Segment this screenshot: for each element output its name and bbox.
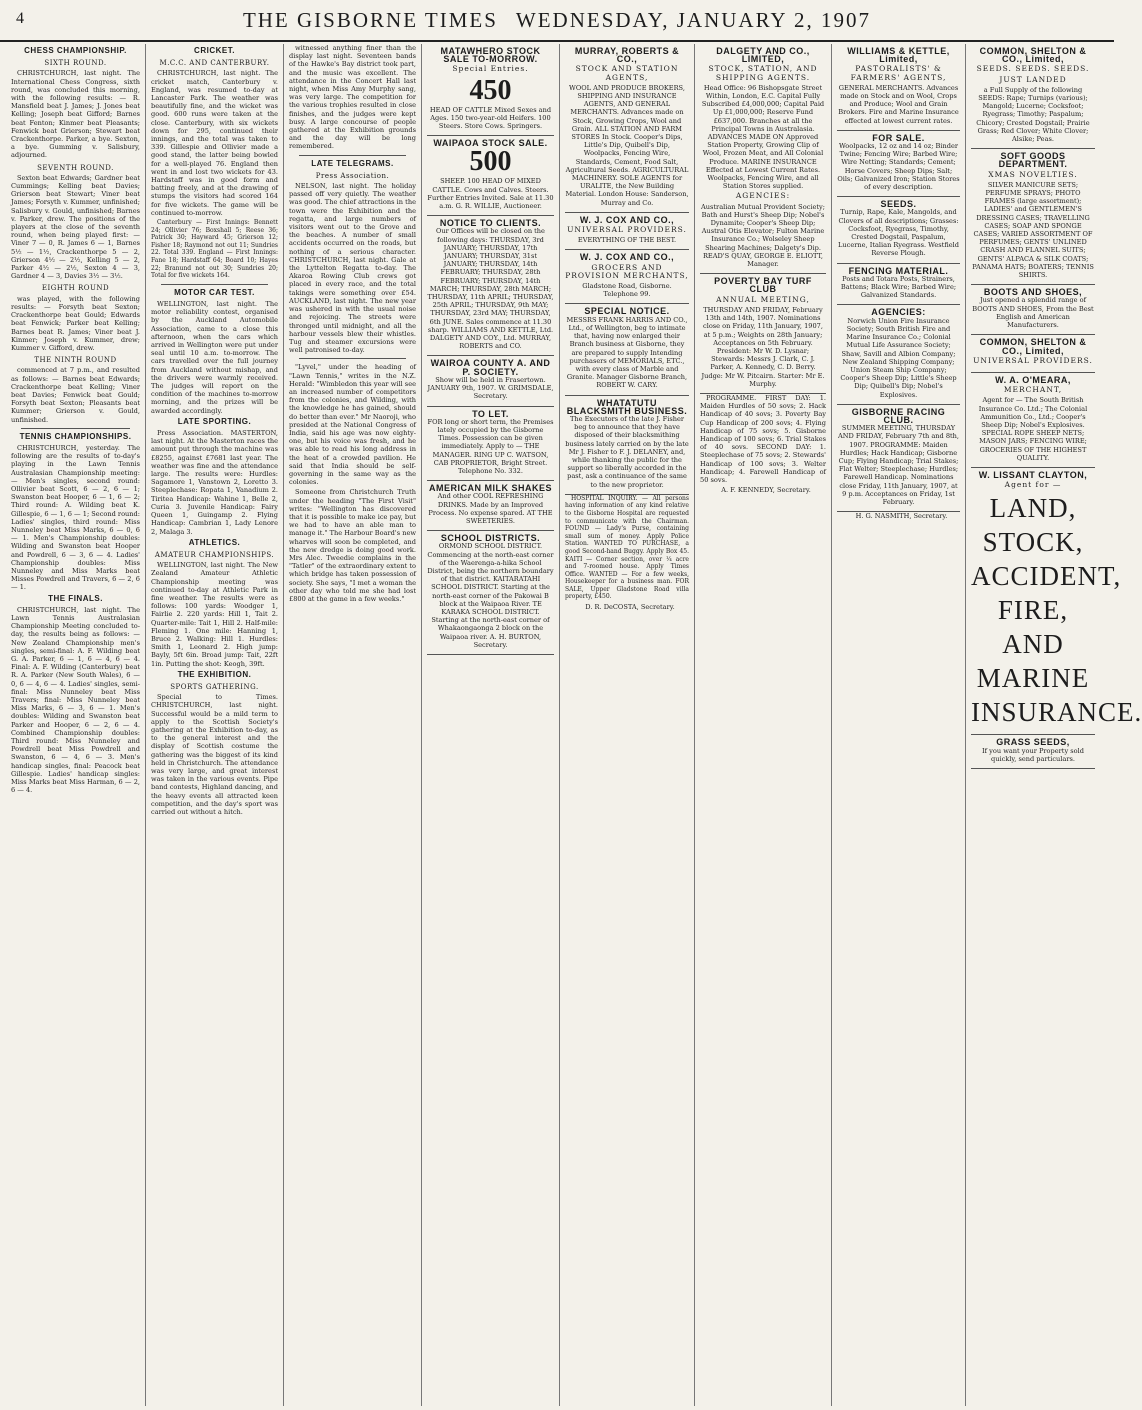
turf-club-line: ANNUAL MEETING, <box>716 294 810 304</box>
school-districts-heading: SCHOOL DISTRICTS. <box>440 533 541 544</box>
williams-kettle-line: PASTORALISTS' & FARMERS' AGENTS, <box>850 64 947 82</box>
for-sale-heading: FOR SALE. <box>872 132 925 143</box>
seeds-list: a Full Supply of the following SEEDS: Rape; Turnips (various); Mangold; Lucerne; Cocksfoot; Ryegrass; Timothy; Paspalum; Chicory; Crested Dogstail; Prairie Grass; Red Clover; White Clover; Alsike; Peas. <box>976 85 1090 144</box>
wairoa-show-ad <box>427 356 554 406</box>
insurance-fire: FIRE, AND <box>997 595 1069 660</box>
matawhero-heading: MATAWHERO STOCK SALE TO-MORROW. <box>440 46 541 65</box>
matawhero-sale-ad <box>427 44 554 136</box>
dalgety-line: STOCK, STATION, AND SHIPPING AGENTS. <box>708 64 818 82</box>
cox-grocers-line: GROCERS AND PROVISION MERCHANTS, <box>565 262 689 280</box>
cricket-heading: CRICKET. <box>194 46 235 55</box>
murray-roberts-line: STOCK AND STATION AGENTS, <box>575 64 679 82</box>
just-landed: JUST LANDED <box>999 74 1067 84</box>
divider <box>299 358 406 359</box>
matawhero-number: 450 <box>469 74 512 106</box>
clayton-line: Agent for — <box>1004 480 1062 490</box>
divider <box>21 428 130 429</box>
tennis-heading: TENNIS CHAMPIONSHIPS. <box>19 431 132 441</box>
blacksmith-text: The Executors of the late J. Fisher beg to announce that they have disposed of their blacksmithing business lately carried on by the late Mr J. Fisher to F. J. DELANEY, and, while thanking the public for the support so liberally accorded in the past, ask a continuance of the same to the new proprietor. <box>565 414 689 489</box>
chess-sixth-round: SIXTH ROUND. <box>44 59 107 68</box>
column-6 <box>695 44 832 1406</box>
boots-shoes-text: Just opened a splendid range of BOOTS AND SHOES, From the Best English and American Manufacturers. <box>972 296 1094 330</box>
dalgety-agencies-heading: AGENCIES: <box>735 191 791 201</box>
murray-roberts-ad <box>565 44 689 213</box>
matawhero-sub: Special Entries. <box>452 64 529 74</box>
agencies-heading: AGENCIES: <box>871 307 926 318</box>
fencing-ad <box>837 264 960 306</box>
soft-goods-ad <box>971 149 1095 285</box>
chess-eighth-text: was played, with the following results: — Forsyth beat Sexton; Crackenthorpe beat Gould; Edwards beat Fenwick; Parker beat Kelling; Barnes beat R. James; Viner beat J. Kinmer; Joseph v. Kummer, drew; Kummer v. Gifford, drew. <box>11 294 140 352</box>
waipaoa-sale-ad <box>427 136 554 216</box>
chess-eighth-round: EIGHTH ROUND <box>41 284 110 293</box>
murray-roberts-name: MURRAY, ROBERTS & CO., <box>574 46 680 65</box>
racing-club-heading: GISBORNE RACING CLUB. <box>851 406 946 425</box>
divider <box>299 155 406 156</box>
athletics-text: WELLINGTON, last night. The New Zealand Amateur Athletic Championship meeting was continued to-day at Athletic Park in fine weather. The results were as follows: 100 yards: Woodger 1, Fairlie 2. 220 yards: Hill 1, Tait 2. Quarter-mile: Tait 1, Hill 2. Half-mile: Fleming 1. One mile: Hanning 1, Bruce 2. Walking: Hill 1. Hurdles: Smith 1, Leonard 2. High jump: Bayly, 5ft 6in. Broad jump: Tait, 22ft 1in. Putting the shot: Keogh, 39ft. <box>151 561 278 668</box>
late-telegrams-text: NELSON, last night. The holiday passed off very quietly. The weather was good. The chief attractions in the town were the Exhibition and the regatta, and large numbers of visitors went out to the Grove and the beaches. A number of small accidents occurred on the roads, but nothing of a serious character. CHRISTCHURCH, last night. Gale at the Lyttelton Regatta to-day. The Akaroa Rowing Club crews got placed in every race, and the total takings were something over £54. AUCKLAND, last night. The new year was ushered in with the usual noise and rejoicing. The streets were thronged until midnight, and all the harbour vessels blew their whistles. Tug and steamer excursions were well patronised to-day. <box>289 182 416 355</box>
newspaper-title: THE GISBORNE TIMES <box>242 7 498 32</box>
dalgety-text: Head Office: 96 Bishopsgate Street Within, London, E.C. Capital Fully Subscribed £4,000,000; Capital Paid Up £1,000,000; Reserve Fund £637,000. Branches at all the Principal Towns in Australasia. ADVANCES MADE ON Approved Station Property, Growing Clip of Wool, Frozen Meat, and All Colonial Produce. MARINE INSURANCE Effected at Lowest Current Rates. Woolpacks, Fencing Wire, and all Station Stores supplied. <box>701 83 825 191</box>
universal-providers-ad <box>971 335 1095 373</box>
masthead <box>0 0 1114 42</box>
school-districts-text: ORMOND SCHOOL DISTRICT. Commencing at the north-east corner of the Waerenga-a-hika School District, being the northern boundary of that district. KAITARATAHI SCHOOL DISTRICT. Starting at the north-east corner of the Pakowai B block at the Waipaoa River. TE KARAKA SCHOOL DISTRICT. Starting at the north-east corner of Whakaongaonga 2 block on the Waipaoa river. A. H. BURTON, Secretary. <box>427 542 554 649</box>
chess-sixth-text: CHRISTCHURCH, last night. The International Chess Congress, sixth round, was concluded this morning, with the following results: — R. Mansfield beat J. James; J. Jones beat Kelling; Joseph beat Gifford; Barnes beat Fenton; Kinmer beat Pleasants; Fenwick beat Grierson; Stewart beat Crackenthorpe. Parker, a bye. Sexton, a bye. Gumming v. Salisbury, adjourned. <box>11 69 140 160</box>
boots-shoes-ad <box>971 285 1095 335</box>
turf-club-programme: PROGRAMME. FIRST DAY: 1. Maiden Hurdles of 50 sovs; 2. Hack Handicap of 40 sovs; 3. Poverty Bay Cup Handicap of 200 sovs; 4. Flying Handicap of 75 sovs; 5. Gisborne Handicap of 100 sovs; 6. Trial Stakes of 40 sovs. SECOND DAY: 1. Steeplechase of 75 sovs; 2. Stewards' Handicap of 100 sovs; 3. Welter Handicap; 4. Farewell Handicap of 50 sovs. <box>700 393 826 484</box>
milk-shakes-ad <box>427 481 554 531</box>
athletics-heading: ATHLETICS. <box>188 537 241 547</box>
cricket-text: CHRISTCHURCH, last night. The cricket match, Canterbury v. England, was resumed to-day at Lancaster Park. The weather was beautifully fine, and the wicket was good. 600 runs were taken at the close. Canterbury, with six wickets down for 295, continued their innings, and the total was taken to 339. Gillespie and Ollivier made a good stand, the latter being bowled for a well-played 76. England then went in and lost two wickets for 43. Hardstaff was in good form and batting freely, and at the drawing of stumps the visitors had scored 164 for five wickets. The game will be continued to-morrow. <box>151 69 278 217</box>
dalgety-agencies: Australian Mutual Provident Society; Bath and Hurst's Sheep Dip; Nobel's Dynamite; Cooper's Sheep Dip; Austral Otis Elevator; Fulton Marine Insurance Co.; Wolseley Sheep Shearing Machines; Dalgety's Dip. READ'S QUAY, GEORGE E. ELIOTT, Manager. <box>701 202 825 269</box>
general-news-text: "Lyvel," under the heading of "Lawn Tennis," writes in the N.Z. Herald: "Wimbledon this year will see an increased number of competitors from the colonies, and Wilding, with the knowledge he has gained, should do better than ever." Mr Naoroji, who presided at the National Congress of India, said his age was now eighty-one, but his voice was fresh, and he was able to read his long address in the heat of a crowded pavilion. He said that India should be self-governing in the same way as the colonies. <box>289 363 416 487</box>
cox-name: W. J. COX AND CO., <box>579 214 675 225</box>
waipaoa-text: SHEEP. 100 HEAD OF MIXED CATTLE. Cows and Calves. Steers. Further Entries Invited. Sale at 11.30 a.m. G. R. WILLIE, Auctioneer. <box>427 177 554 211</box>
wairoa-heading: WAIROA COUNTY A. AND P. SOCIETY. <box>430 358 551 377</box>
universal-providers-name: COMMON, SHELTON & CO., Limited, <box>979 337 1087 356</box>
for-sale-text: Woolpacks, 12 oz and 14 oz; Binder Twine; Fencing Wire; Barbed Wire; Wire Netting; Standards; Cement; Horse Covers; Sheep Dips; Salt; Oils; Galvanized Iron; Station Stores of every description. <box>837 142 960 192</box>
seeds-ad <box>837 197 960 263</box>
column-1 <box>6 44 146 1406</box>
fencing-heading: FENCING MATERIAL. <box>848 265 949 276</box>
omeara-text: Agent for — The South British Insurance Co. Ltd.; The Colonial Ammunition Co., Ltd.; Cooper's Sheep Dip; Nobel's Explosives. SPECIAL ROPE SHEEP NETS; MASON JARS; FENCING WIRE; GROCERIES OF THE HIGHEST QUALITY. <box>978 396 1088 462</box>
racing-club-sign: H. G. NASMITH, Secretary. <box>855 512 948 521</box>
special-notice-ad <box>565 304 689 395</box>
column-3 <box>284 44 422 1406</box>
exhibition-text: Special to Times. CHRISTCHURCH, last night. Successful would be a mild term to apply to the Scottish Society's gathering at the Exhibition to-day, as to the general interest and the display of Scottish costume the gathering was the biggest of its kind held in Christchurch. The attendance was very large, and great interest was taken in the various events. Pipe band contests, Highland dancing, and the heavy events all attracted keen competition, and the day's sport was carried out without a hitch. <box>151 693 278 816</box>
column-4 <box>422 44 560 1406</box>
wairoa-text: Show will be held in Frasertown. JANUARY 9th, 1907. W. GRIMSDALE, Secretary. <box>427 375 554 401</box>
insurance-marine: MARINE <box>976 663 1090 694</box>
issue-date: WEDNESDAY, JANUARY 2, 1907 <box>515 7 872 32</box>
williams-kettle-name: WILLIAMS & KETTLE, Limited, <box>847 46 950 65</box>
chess-ninth-round: THE NINTH ROUND <box>34 356 117 365</box>
dalgety-name: DALGETY AND CO., LIMITED, <box>716 46 810 65</box>
finals-text: CHRISTCHURCH, last night. The Lawn Tennis Australasian Championship Meeting concluded to-day, the results being as follows: — New Zealand Championship men's singles, semi-final: A. F. Wilding beat G. A. Parker, 6 — 1, 6 — 4, 6 — 4. Final: A. F. Wilding (Canterbury) beat R. A. Parker (New South Wales), 6 — 0, 6 — 4, 6 — 4. Ladies' singles, semi-final: Miss Nunneley beat Miss Travers; final: Miss Nunneley beat Miss Marks, 6 — 3, 6 — 1. Men's doubles: Wilding and Swanston beat Parker and Hooper, 6 — 2, 6 — 4. Combined Championship doubles: Third round: Miss Nunneley and Powdrell beat Miss Powdrell and Swanston, 6 — 4, 6 — 3. Men's handicap singles, final: Peacock beat Gillespie. Ladies' handicap singles: Miss Marks beat Miss Harman, 6 — 2, 6 — 4. <box>11 605 140 795</box>
column-5 <box>560 44 695 1406</box>
racing-club-ad <box>837 405 960 512</box>
grass-seeds-heading: GRASS SEEDS, <box>996 737 1070 748</box>
late-sporting-text: Press Association. MASTERTON, last night. At the Masterton races the amount put through the machine was £8255, against £7681 last year. The weather was fine and the attendance large. The results were: Hurdles: Sagamore 1, Vanstown 2, Loretto 3. Steeplechase: Ropata 1, Vanadium 2. Tiritea Handicap: Wahine 1, Belle 2, Curia 3. Juvenile Handicap: Fairy Queen 1, Guingamp 2. Flying Handicap: Cambrian 1, Lady Lenore 2, Malaga 3. <box>151 429 278 536</box>
blacksmith-heading: WHATATUTU BLACKSMITH BUSINESS. <box>566 397 688 416</box>
universal-providers-line: UNIVERSAL PROVIDERS. <box>973 355 1093 365</box>
insurance-land: LAND, <box>989 493 1077 524</box>
special-notice-text: MESSRS FRANK HARRIS AND CO., Ltd., of Wellington, beg to intimate that, having now enlarged their Branch business at Gisborne, they are prepared to supply Intending purchasers of MEMORIALS, ETC., with every class of Marble and Granite. Manager Gisborne Branch, ROBERT W. CARY. <box>566 315 688 390</box>
tennis-text: CHRISTCHURCH, yesterday. The following are the results of to-day's playing in the Lawn Tennis Australasian Championship meeting: — Men's singles, second round: Ollivier beat Scott, 6 — 2, 6 — 1; Swanston beat Hooper, 6 — 1, 6 — 2; Third round: A. Wilding beat K. Gillespie, 6 — 1, 6 — 1; Second round: Ladies' singles, third round: Miss Nunneley beat Miss Marks, 6 — 0, 6 — 1. Men's Championship doubles: Wilding and Swanston beat Hooper and Powdrell, 6 — 3, 6 — 4. Ladies' Championship doubles: Miss Nunneley and Miss Marks beat Misses Powdrell and Travers, 6 — 2, 6 — 1. <box>11 443 140 592</box>
notice-to-clients-ad <box>427 216 554 356</box>
matawhero-text: HEAD OF CATTLE Mixed Sexes and Ages. 150 two-year-old Heifers. 100 Steers. Store Cows. Springers. <box>429 105 552 131</box>
notice-text: Our Offices will be closed on the following days: THURSDAY, 3rd JANUARY; THURSDAY, 17th JANUARY; THURSDAY, 31st JANUARY; THURSDAY, 14th FEBRUARY; THURSDAY, 28th FEBRUARY; THURSDAY, 14th MARCH; THURSDAY, 28th MARCH; THURSDAY, 11th APRIL; THURSDAY, 25th APRIL; THURSDAY, 9th MAY; THURSDAY, 23rd MAY; THURSDAY, 6th JUNE. Sales commence at 11.30 sharp. WILLIAMS AND KETTLE, Ltd. DALGETY AND COY., Ltd. MURRAY, ROBERTS and CO. <box>427 227 554 351</box>
turf-club-heading: POVERTY BAY TURF CLUB <box>714 276 812 295</box>
late-telegrams-sub: Press Association. <box>315 171 390 180</box>
dalgety-ad <box>700 44 826 274</box>
milk-shakes-text: And other COOL REFRESHING DRINKS. Made by an Improved Process. No expense spared. AT THE SWEETERIES. <box>428 492 553 525</box>
columns <box>6 44 1142 1406</box>
agencies-text: Norwich Union Fire Insurance Society; South British Fire and Marine Insurance Co.; Colonial Mutual Life Assurance Society; Shaw, Savill and Albion Company; New Zealand Shipping Company; Union Steam Ship Company; Cooper's Sheep Dip; Little's Sheep Dip; Quibell's Dip; Nobel's Explosives. <box>840 316 957 399</box>
insurance-accident: ACCIDENT, <box>971 561 1122 592</box>
seeds-banner: SEEDS. SEEDS. SEEDS. <box>976 64 1090 74</box>
omeara-name: W. A. O'MEARA, <box>995 374 1071 385</box>
small-ads-sign: D. R. DeCOSTA, Secretary. <box>585 603 675 612</box>
special-notice-heading: SPECIAL NOTICE. <box>584 306 670 317</box>
soft-goods-items: SILVER MANICURE SETS; PERFUME SPRAYS; PHOTO FRAMES (large assortment); LADIES' and GENTLEMEN'S DRESSING CASES; TRAVELLING CASES; SOAP AND SPONGE CASES; VARIED ASSORTMENT OF PERFUMES; GENTS' UNLINED CRASH AND FLANNEL SUITS; GENTS' ALPACA & SILK COATS; PANAMA HATS; BOATERS; TENNIS SHIRTS. <box>972 180 1094 280</box>
small-ads-text: HOSPITAL INQUIRY. — All persons having information of any kind relative to the Gisborne Hospital are requested to communicate with the Chairman. FOUND — Lady's Purse, containing small sum of money. Apply Police Station. WANTED TO PURCHASE, a good Second-hand Buggy. Apply Box 45. KAITI — Corner section, over ¼ acre and 7-roomed house. Apply Times Office. WANTED — For a few weeks, Housekeeper for a business man. FOR SALE, Upper Gladstone Road villa property, £450. <box>565 494 689 601</box>
school-districts-ad <box>427 531 554 655</box>
to-let-heading: TO LET. <box>472 408 509 419</box>
cox-grocers-name: W. J. COX AND CO., <box>579 252 675 263</box>
clayton-ad <box>971 468 1142 735</box>
motor-text: WELLINGTON, last night. The motor reliability contest, organised by the Auckland Automobile Association, came to a close this afternoon, when the cars which arrived in Wellington were put under seal until 10 a.m. to-morrow. The cars travelled over the full journey from Auckland without mishap, and the drivers were warmly received. The judges will report on the condition of the machines to-morrow morning, and the prizes will be awarded accordingly. <box>151 300 278 415</box>
exhibition-heading: THE EXHIBITION. <box>177 669 252 679</box>
racing-club-text: SUMMER MEETING, THURSDAY AND FRIDAY, February 7th and 8th, 1907. PROGRAMME: Maiden Hurdles; Hack Handicap; Gisborne Cup; Flying Handicap; Trial Stakes; Flat Welter; Steeplechase; Hurdles; Farewell Handicap. Nominations close Friday, 11th January, 1907, at 9 p.m. Acceptances on Friday, 1st February. <box>837 424 960 506</box>
motor-heading: MOTOR CAR TEST. <box>174 287 255 297</box>
to-let-ad <box>427 407 554 482</box>
seeds-text: Turnip, Rape, Kale, Mangolds, and Clovers of all descriptions; Grasses: Cocksfoot, Ryegrass, Timothy, Crested Dogstail, Paspalum, Lucerne, Italian Ryegrass. Westfield Reverse Plough. <box>838 208 959 258</box>
agencies-ad <box>837 305 960 404</box>
chess-seventh-text: Sexton beat Edwards; Gardner beat Cummings; Kelling beat Davies; Grierson beat Stewart; Viner beat James; Forsyth v. Kummer, unfinished; Salisbury v. Gould, unfinished; Barnes v. Parker, drew. The positions of the players at the close of the seventh round, when being played first: — Viner 7 — 0, R. James 6 — 1, Barnes 5½ — 1½, Crackenthorpe 5 — 2, Grierson 4½ — 2½, Kelling 5 — 2, Parker 4½ — 2½, Sexton 4 — 3, Gardner 4 — 3, Davies 3½ — 3½. <box>11 173 140 281</box>
notice-heading: NOTICE TO CLIENTS. <box>439 218 542 229</box>
insurance-stock: STOCK, <box>982 527 1084 558</box>
cox-line: UNIVERSAL PROVIDERS. <box>567 225 687 235</box>
cricket-subheading: M.C.C. AND CANTERBURY. <box>159 59 270 68</box>
column-8 <box>966 44 1142 1406</box>
exhibition-subheading: SPORTS GATHERING. <box>170 682 259 691</box>
soft-goods-heading: SOFT GOODS DEPARTMENT. <box>998 151 1068 170</box>
cricket-scores: Canterbury — First Innings: Bennett 24; Ollivier 76; Boxshall 5; Reese 36; Patrick 30; Hayward 45; Grierson 12; Fisher 18; Raymond not out 11; Sundries 22. Total 339. England — First Innings: Fane 18; Hardstaff 64; Board 10; Hayes 22; Branund not out 30; Sundries 20; Total for five wickets 164. <box>151 219 278 280</box>
chess-ninth-text: commenced at 7 p.m., and resulted as follows: — Barnes beat Edwards; Crackenthorpe beat Kelling; Viner beat Davies; Fenwick beat Gould; Forsyth beat Sexton; Pleasants beat Kummer; Grierson v. Gould, unfinished. <box>11 366 140 424</box>
late-sporting-heading: LATE SPORTING. <box>177 416 252 426</box>
column-7 <box>832 44 966 1406</box>
turf-club-text: THURSDAY AND FRIDAY, February 13th and 14th, 1907. Nominations close on Friday, 11th January, 1907, at 5 p.m.; Weights on 28th January; Acceptances on 5th February. President: Mr W. D. Lysnar; Stewards: Messrs J. Clark, C. J. Parker, A. Kennedy, C. D. Berry. Judge: Mr W. Pitcairn. Starter: Mr E. Murphy. <box>701 305 825 388</box>
finals-heading: THE FINALS. <box>48 593 103 603</box>
cox-universal-ad <box>565 213 689 251</box>
waipaoa-number: 500 <box>469 146 512 178</box>
omeara-line: MERCHANT, <box>1003 385 1063 395</box>
fencing-text: Posts and Totara Posts, Strainers, Battens; Black Wire; Barbed Wire; Galvanized Standards. <box>840 274 957 300</box>
common-shelton-name: COMMON, SHELTON & CO., Limited, <box>979 46 1087 65</box>
grass-seeds-ad <box>971 735 1095 769</box>
boots-shoes-heading: BOOTS AND SHOES, <box>983 287 1083 298</box>
athletics-subheading: AMATEUR CHAMPIONSHIPS. <box>154 550 275 559</box>
to-let-text: FOR long or short term, the Premises lately occupied by the Gisborne Times. Possession can be given immediately. Apply to — THE MANAGER. RING UP C. WATSON, CAB PROPRIETOR, Bright Street. Telephone No. 332. <box>427 417 554 475</box>
williams-kettle-ad <box>837 44 960 131</box>
turf-club-sign: A. F. KENNEDY, Secretary. <box>721 486 811 495</box>
page-number: 4 <box>16 10 26 27</box>
column-2 <box>146 44 284 1406</box>
williams-kettle-text: GENERAL MERCHANTS. Advances made on Stock and on Wool, Crops and Produce; Wool and Grain Brokers. Fire and Marine Insurance effected at lowest current rates. <box>838 83 959 125</box>
chess-seventh-round: SEVENTH ROUND. <box>37 163 114 172</box>
cox-grocers-ad <box>565 250 689 304</box>
exhibition-continued: witnessed anything finer than the display last night. Seventeen bands of the Hawke's Bay district took part, and the music was excellent. The attendance in the Concert Hall last night, when Miss Amy Murphy sang, was very large. The competition for the various trophies resulted in close finishes, and the judges were kept busy. A large concourse of people gathered at the Exhibition grounds and the day will be long remembered. <box>289 44 416 151</box>
waipaoa-heading: WAIPAOA STOCK SALE. <box>433 138 548 149</box>
xmas-novelties: XMAS NOVELTIES. <box>988 169 1078 179</box>
omeara-ad <box>971 373 1095 468</box>
cox-text: EVERYTHING OF THE BEST. <box>577 236 677 245</box>
murray-roberts-text: WOOL AND PRODUCE BROKERS, SHIPPING AND INSURANCE AGENTS, AND GENERAL MERCHANTS. Advances made on Stock, Growing Crops, Wool and Grain. ALL STATION AND FARM STORES In Stock. Cooper's Dips, Little's Dip, Quibell's Dip, Woolpacks, Fencing Wire, Standards, Cement, Food Salt, Agricultural Seeds. AGRICULTURAL MACHINERY. SOLE AGENTS for URALITE, the New Building Material. London House: Sanderson, Murray and Co. <box>565 83 689 207</box>
general-news-text-2: Someone from Christchurch Truth under the heading "The First Visit" writes: "Wellington has discovered that it is possible to make ice pay, but we had to have an able man to manage it." The Harbour Board's new wharves will soon be completed, and the new dredge is doing good work. Mrs Alec. Tweedie complains in the "Tatler" of the extraordinary extent to which bridge has taken possession of society. She says, "I met a woman the other day who told me she had lost £800 at the game in a few weeks." <box>289 488 416 603</box>
grass-seeds-text: If you want your Property sold quickly, send particulars. <box>982 746 1084 763</box>
common-shelton-seeds-ad <box>971 44 1095 149</box>
turf-club-ad <box>700 274 826 394</box>
cox-grocers-text: Gladstone Road, Gisborne. Telephone 99. <box>582 282 672 299</box>
milk-shakes-heading: AMERICAN MILK SHAKES <box>428 483 552 494</box>
chess-heading: CHESS CHAMPIONSHIP. <box>24 46 127 55</box>
clayton-name: W. LISSANT CLAYTON, <box>978 469 1088 480</box>
blacksmith-ad <box>565 396 689 495</box>
late-telegrams-heading: LATE TELEGRAMS. <box>311 158 394 168</box>
insurance-insurance: INSURANCE. <box>971 697 1142 728</box>
seeds-heading: SEEDS. <box>880 199 917 210</box>
for-sale-ad <box>837 131 960 197</box>
divider <box>161 284 268 285</box>
